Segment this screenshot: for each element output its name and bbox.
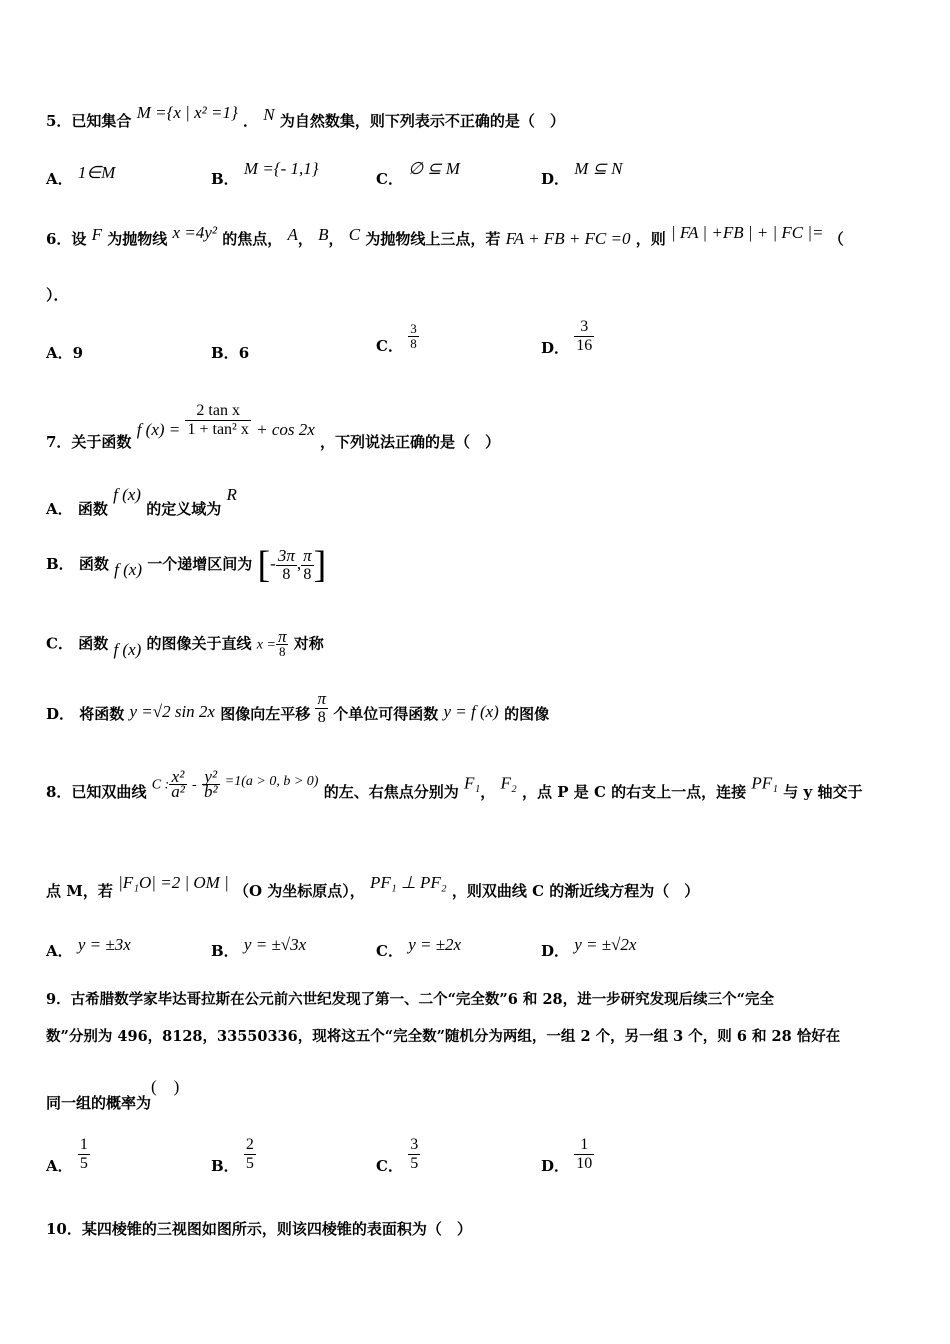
q7-fx: f (x) = [136, 419, 181, 439]
frac-den: 16 [576, 337, 593, 354]
q9-option-a[interactable] [46, 1136, 90, 1173]
q8-option-b[interactable] [211, 935, 307, 961]
q6-t3: 为抛物线上三点，若 [365, 230, 501, 248]
option-text: 函数 [78, 555, 109, 573]
option-text: y = ±3x [77, 935, 131, 954]
frac-den: 5 [410, 1155, 419, 1172]
frac-num: x² [169, 770, 187, 785]
option-letter: C． [376, 1156, 403, 1175]
q5-option-a[interactable] [46, 163, 116, 189]
option-letter: B． [46, 555, 74, 573]
q5-tail: 为自然数集，则下列表示不正确的是（ ） [279, 112, 565, 130]
q8-perp: PF₁ ⊥ PF₂ [370, 873, 447, 892]
q7-plus: + cos 2x [256, 419, 315, 439]
frac-num: y² [202, 770, 220, 785]
q6-option-b[interactable] [211, 342, 249, 363]
q8-frac-2 [202, 767, 220, 801]
option-text: M ={- 1,1} [243, 159, 319, 178]
q6-t5: （ [828, 230, 844, 248]
frac-num: π [277, 627, 287, 646]
option-text: 1∈M [77, 163, 116, 182]
frac-num: 3 [410, 1136, 419, 1153]
option-text: 一个递增区间为 [147, 555, 253, 573]
q9-option-d[interactable] [541, 1136, 594, 1173]
option-letter: A． [46, 942, 73, 960]
frac-den: 8 [303, 565, 312, 583]
frac-den: 5 [245, 1155, 254, 1172]
option-letter: C． [46, 634, 73, 653]
question-8 [46, 767, 863, 801]
option-text: 个单位可得函数 [333, 704, 439, 723]
question-9-line2 [46, 1025, 840, 1046]
frac-den: a² [171, 782, 185, 801]
left-bracket: [ [257, 544, 271, 586]
q8-f1: F₁ [463, 773, 481, 793]
q9-option-b[interactable] [211, 1136, 256, 1173]
q7-label: 7．关于函数 [46, 432, 132, 451]
option-fraction [244, 1136, 256, 1173]
option-text: 9 [72, 344, 84, 362]
option-fx: f (x) [113, 485, 141, 504]
q5-dot: ． [242, 112, 258, 130]
q8-eq: =1(a > 0, b > 0) [224, 773, 319, 789]
question-6: 6．设 F 为抛物线 x =4y² 的焦点， A， B， C 为抛物线上三点，若 FA + FB + FC =0 ，则 | FA | +FB | + | FC |= （ [46, 223, 844, 248]
q5-label: 5．已知集合 [46, 112, 132, 130]
q6-t4: ，则 [635, 230, 666, 248]
q9-paren: ( ) [151, 1077, 180, 1096]
q8-line2-b: （O 为坐标原点）， [233, 882, 365, 900]
q8-c: C : [151, 777, 170, 793]
option-y: y =√2 sin 2x [129, 701, 215, 721]
option-letter: B． [211, 344, 239, 362]
q6-f: F [91, 225, 103, 244]
option-fraction-1 [276, 547, 297, 584]
frac-den: b² [203, 782, 218, 801]
frac-den: 10 [576, 1155, 593, 1172]
q8-minus: - [192, 777, 197, 793]
q8-f2: F₂ [500, 773, 517, 793]
option-text: 的定义域为 [146, 500, 222, 518]
option-letter: D． [541, 338, 570, 357]
q9-option-c[interactable] [376, 1136, 420, 1173]
q7-option-d[interactable] [46, 690, 549, 727]
option-letter: A． [46, 500, 73, 518]
option-fraction [315, 690, 328, 727]
option-fy: y = f (x) [443, 701, 499, 721]
option-fraction [574, 318, 594, 355]
option-fx: f (x) [113, 639, 142, 659]
q8-t1: 的左、右焦点分别为 [323, 782, 459, 801]
option-text: M ⊆ N [574, 159, 623, 178]
q8-label: 8．已知双曲线 [46, 782, 147, 801]
frac-num: 3 [574, 318, 594, 337]
question-9-line1 [46, 988, 774, 1009]
option-fraction-2 [301, 547, 314, 584]
q9-line3-text: 同一组的概率为 [46, 1094, 152, 1112]
option-letter: C． [376, 336, 403, 355]
q8-cond: |F₁O| =2 | OM | [118, 873, 229, 892]
option-text: 的图像关于直线 [146, 634, 252, 653]
q9-line2-text: 数”分别为 496，8128，33550336，现将这五个“完全数”随机分为两组，一组 2 个，另一组 3 个，则 6 和 28 恰好在 [46, 1028, 841, 1045]
q8-line2-c: ，则双曲线 C 的渐近线方程为（ ） [451, 882, 700, 900]
question-9-line3 [46, 1072, 180, 1112]
q7-option-b[interactable] [46, 543, 326, 587]
frac-den: 5 [79, 1155, 88, 1172]
q6-condition: FA + FB + FC =0 [505, 229, 631, 248]
option-letter: A． [46, 170, 73, 188]
q7-fraction [185, 402, 250, 439]
q5-option-b[interactable] [211, 159, 319, 189]
option-text: 将函数 [79, 704, 125, 723]
q6-line2-text: ）． [46, 286, 69, 304]
q5-option-c[interactable] [376, 159, 460, 189]
option-letter: D． [541, 170, 570, 188]
q8-option-c[interactable] [376, 935, 462, 961]
q8-t3: 与 y 轴交于 [783, 782, 863, 801]
option-r: R [226, 485, 237, 504]
option-letter: C． [376, 942, 403, 960]
frac-den: 8 [410, 336, 417, 351]
frac-num: 3 [410, 321, 417, 336]
option-text: y = ±√2x [574, 935, 637, 954]
option-text: 6 [238, 344, 250, 362]
question-10 [46, 1218, 472, 1239]
q5-n: N [263, 105, 275, 124]
q6-line2 [46, 284, 69, 305]
frac-num: π [303, 545, 312, 565]
q7-num: 2 tan x [185, 402, 250, 421]
frac-num: 3π [277, 545, 295, 565]
q7-option-a[interactable] [46, 484, 237, 518]
q8-pf1: PF₁ [751, 773, 779, 793]
option-letter: A． [46, 1156, 73, 1175]
question-5 [46, 103, 565, 131]
option-text: y = ±√3x [243, 935, 307, 954]
option-text: 的图像 [504, 704, 550, 723]
option-fraction [78, 1136, 90, 1173]
q6-label: 6．设 [46, 230, 87, 248]
q8-sep: ， [480, 782, 496, 801]
option-fraction [574, 1136, 594, 1173]
q5-option-d[interactable] [541, 159, 623, 189]
option-letter: B． [211, 942, 239, 960]
frac-den: 8 [317, 709, 326, 726]
option-text: ∅ ⊆ M [408, 159, 460, 178]
option-fx: f (x) [114, 560, 143, 579]
right-bracket: ] [313, 544, 327, 586]
frac-den: 8 [278, 644, 286, 659]
frac-num: π [317, 689, 326, 708]
frac-den: 8 [282, 565, 291, 583]
q6-b: B [318, 225, 329, 244]
option-x: x = [256, 637, 276, 653]
option-text: y = ±2x [408, 935, 462, 954]
q8-line2 [46, 872, 700, 900]
q7-option-c[interactable] [46, 627, 324, 659]
minus-sign: - [270, 554, 276, 573]
option-text: 函数 [77, 500, 108, 518]
q5-set-m: M ={x | x² =1} [136, 103, 238, 122]
q8-frac-1 [169, 767, 187, 801]
option-text: 函数 [78, 634, 109, 653]
option-fraction [408, 1136, 420, 1173]
option-letter: D． [46, 704, 75, 723]
frac-num: 1 [574, 1136, 594, 1155]
q6-option-c[interactable] [376, 321, 419, 355]
q8-line2-a: 点 M，若 [46, 882, 113, 900]
option-letter: B． [211, 170, 239, 188]
q10-text: 10．某四棱锥的三视图如图所示，则该四棱锥的表面积为（ ） [46, 1220, 472, 1238]
question-7 [46, 402, 501, 451]
frac-num: 1 [79, 1136, 88, 1153]
q8-t2: ，点 P 是 C 的右支上一点，连接 [522, 782, 747, 801]
q8-option-d[interactable] [541, 935, 637, 961]
q9-line1-text: 9．古希腊数学家毕达哥拉斯在公元前六世纪发现了第一、二个“完全数”6 和 28，进一步研究发现后续三个“完全 [46, 991, 774, 1008]
q6-option-d[interactable] [541, 318, 594, 355]
q6-t1: 为抛物线 [107, 230, 168, 248]
q8-option-a[interactable] [46, 935, 131, 961]
option-letter: D． [541, 942, 570, 960]
frac-num: 2 [245, 1136, 254, 1153]
q6-c: C [348, 225, 361, 244]
q6-parabola: x =4y² [172, 223, 217, 242]
option-text: 图像向左平移 [220, 704, 311, 723]
q6-option-a[interactable] [46, 342, 83, 363]
option-fraction [276, 627, 289, 659]
option-letter: A． [46, 344, 73, 362]
comma: , [296, 554, 302, 573]
q6-a: A [287, 225, 298, 244]
q6-expression: | FA | +FB | + | FC |= [670, 223, 824, 242]
option-letter: C． [376, 170, 403, 188]
option-letter: D． [541, 1156, 570, 1175]
q7-tail: ，下列说法正确的是（ ） [320, 432, 501, 451]
option-fraction [408, 322, 419, 351]
q7-den: 1 + tan² x [187, 421, 249, 438]
option-letter: B． [211, 1156, 239, 1175]
q6-t2: 的焦点， [222, 230, 283, 248]
option-text: 对称 [293, 634, 324, 653]
